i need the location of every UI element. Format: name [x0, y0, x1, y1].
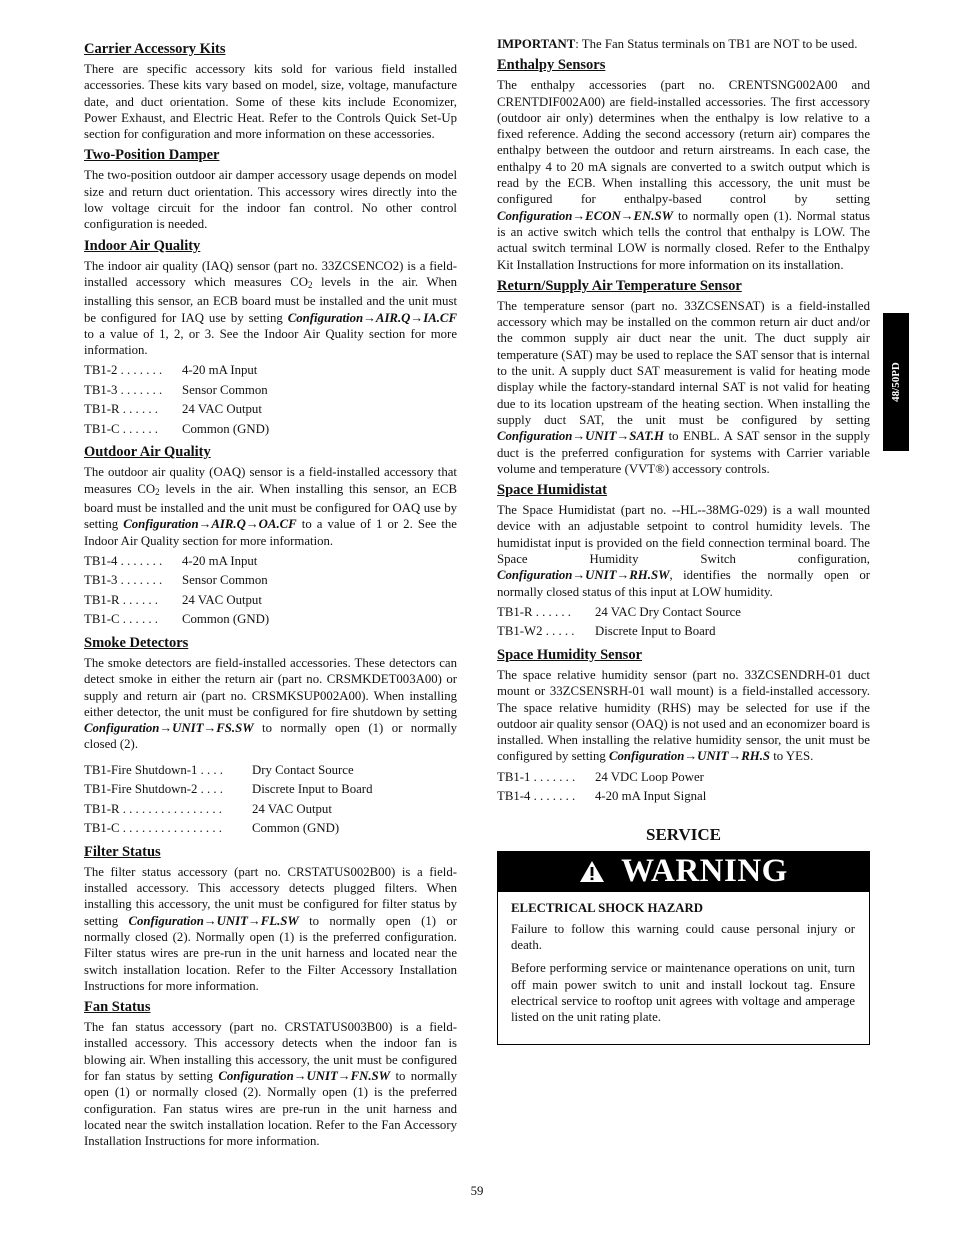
warning-paragraph-1: Failure to follow this warning could cause personal injury or death.	[511, 921, 855, 952]
terminal-row: TB1-W2 . . . . . Discrete Input to Board	[497, 624, 716, 639]
filter-config-path: Configuration→UNIT→FL.SW	[128, 913, 299, 928]
smoke-body: The smoke detectors are field-installed accessories. These detectors can detect smoke in either the return air (part no. CRSMKDET003A00) or supply and return air (part no. CRSMKSUP002A00). When installing either detector, the unit must be configured for fire shutdown by setting Configuration→UNIT→FS.SW to normally open (1) or normally closed (2).	[84, 655, 457, 752]
humidity-sensor-body: The space relative humidity sensor (part no. 33ZCSENDRH-01 duct mount or 33ZCSENSRH-01 wall mount) is a field-installed accessory. The space relative humidity (RHS) may be selected for use if the outdoor air quality sensor (OAQ) is not used and an economizer board is installed. When installing the relative humidity sensor, the unit must be configured by setting Configuration→UNIT→RH.S to YES.	[497, 667, 870, 764]
enthalpy-config-path: Configuration→ECON→EN.SW	[497, 208, 674, 223]
warning-box	[497, 851, 870, 1046]
service-heading: SERVICE	[646, 824, 721, 844]
side-tab	[883, 313, 909, 451]
sat-body: The temperature sensor (part no. 33ZCSENSAT) is a field-installed accessory which may be installed on the common return air duct and/or the common supply air duct near the unit. The duct supply air temperature (SAT) may be used to replace the SAT sensor that is internal to the unit. A supply duct SAT measurement is valid for heating mode display while the factory-standard internal SAT is not valid for heating due to its location upstream of the heating section. When installing the supply duct SAT, the unit must be configured by setting Configuration→UNIT→SAT.H to ENBL. A SAT sensor in the supply duct is the preferred configuration for systems with Carrier variable volume and temperature (VVT®) accessory controls.	[497, 298, 870, 476]
terminal-row: TB1-C . . . . . . . . . . . . . . . . Common (GND)	[84, 821, 340, 836]
sat-heading: Return/Supply Air Temperature Sensor	[497, 277, 742, 294]
carrier-kits-heading: Carrier Accessory Kits	[84, 41, 226, 57]
humidistat-heading: Space Humidistat	[497, 482, 607, 499]
terminal-row: TB1-4 . . . . . . . 4-20 mA Input Signal	[497, 789, 707, 804]
smoke-config-path: Configuration→UNIT→FS.SW	[84, 721, 254, 736]
page-number: 59	[470, 1184, 484, 1198]
terminal-row: TB1-R . . . . . . 24 VAC Dry Contact Source	[497, 604, 741, 619]
enthalpy-body: The enthalpy accessories (part no. CRENTSNG002A00 and CRENTDIF002A00) are field-installed accessories. The first accessory (outdoor air only) determines when the enthalpy is low relative to a fixed reference. Adding the second accessory (return air) compares the enthalpy between the outdoor and return airstreams. In each case, the enthalpy 4 to 20 mA signals are converted to a switch output which is read by the ECB. When installing this accessory, the unit must be configured for enthalpy-based control by setting Configuration→ECON→EN.SW to normally open (1). Normal status is an active switch which tells the control that enthalpy is LOW. The actual switch terminal LOW is normally closed. Refer to the Enthalpy Kit Installation Instructions for more information on its installation.	[497, 78, 870, 272]
side-tab-label: 48/50PD	[890, 362, 902, 402]
fan-body: The fan status accessory (part no. CRSTATUS003B00) is a field-installed accessory. This accessory detects when the indoor fan is blowing air. When installing this accessory, the unit must be configured for fan status by setting Configuration→UNIT→FN.SW to normally open (1) or normally closed (2). Normally open (1) is the preferred configuration. Fan status wires are pre-run in the unit harness and located near the switch installation location. Refer to the Fan Accessory Installation Instructions for more information.	[84, 1020, 457, 1149]
terminal-row: TB1-R . . . . . . 24 VAC Output	[84, 592, 262, 607]
terminal-row: TB1-R . . . . . . . . . . . . . . . . 24 VAC Output	[84, 801, 332, 816]
warning-body	[498, 892, 869, 1045]
humidistat-config-path: Configuration→UNIT→RH.SW	[497, 568, 670, 583]
terminal-row: TB1-C . . . . . . Common (GND)	[84, 612, 270, 627]
hazard-heading: ELECTRICAL SHOCK HAZARD	[511, 900, 703, 915]
iaq-config-path: Configuration→AIR.Q→IA.CF	[287, 310, 457, 325]
oaq-heading: Outdoor Air Quality	[84, 444, 211, 461]
warning-paragraph-2: Before performing service or maintenance operations on unit, turn off main power switch to unit and install lockout tag. Ensure electrical service to rooftop unit agrees with voltage and amperage listed on the unit rating plate.	[511, 961, 855, 1025]
iaq-heading: Indoor Air Quality	[84, 237, 201, 254]
right-column	[497, 36, 870, 1045]
terminal-row: TB1-1 . . . . . . . 24 VDC Loop Power	[497, 769, 704, 784]
terminal-row: TB1-Fire Shutdown-2 . . . . Discrete Input to Board	[84, 782, 373, 797]
humidistat-body: The Space Humidistat (part no. --HL--38MG-029) is a wall mounted device with an adjustable setpoint to control humidity levels. The humidistat input is provided on the field connection terminal board. The Space Humidity Switch configuration, Configuration→UNIT→RH.SW, identifies the normally open or normally closed status of this input at LOW humidity.	[497, 503, 870, 599]
terminal-row: TB1-Fire Shutdown-1 . . . . Dry Contact Source	[84, 762, 354, 777]
two-position-body: The two-position outdoor air damper accessory usage depends on model size and return duct orientation. This accessory wires directly into the low voltage circuit for the indoor fan control. No other control configuration is needed.	[84, 168, 457, 232]
smoke-terminal-list	[84, 761, 457, 839]
humidistat-terminal-list	[497, 603, 870, 642]
two-position-heading: Two-Position Damper	[84, 147, 220, 164]
terminal-row: TB1-2 . . . . . . . 4-20 mA Input	[84, 363, 258, 378]
fan-config-path: Configuration→UNIT→FN.SW	[218, 1068, 391, 1083]
terminal-row: TB1-3 . . . . . . . Sensor Common	[84, 382, 268, 397]
oaq-terminal-list	[84, 552, 457, 630]
iaq-terminal-list	[84, 361, 457, 439]
fan-heading: Fan Status	[84, 999, 151, 1016]
terminal-row: TB1-C . . . . . . Common (GND)	[84, 421, 270, 436]
left-column	[84, 36, 457, 1151]
humidity-sensor-heading: Space Humidity Sensor	[497, 646, 643, 663]
filter-body: The filter status accessory (part no. CRSTATUS002B00) is a field-installed accessory. This accessory detects plugged filters. When installing this accessory, the unit must be configured for filter status by setting Configuration→UNIT→FL.SW to normally open (1) or normally closed (2). Normally open (1) is the preferred configuration. Filter status wires are pre-run in the unit harness and located near the switch installation location. Refer to the Filter Accessory Installation Instructions for more information.	[84, 864, 457, 993]
terminal-row: TB1-4 . . . . . . . 4-20 mA Input	[84, 553, 258, 568]
terminal-row: TB1-R . . . . . . 24 VAC Output	[84, 402, 262, 417]
oaq-config-path: Configuration→AIR.Q→OA.CF	[123, 517, 297, 532]
warning-title: WARNING	[621, 853, 788, 890]
enthalpy-heading: Enthalpy Sensors	[497, 57, 606, 74]
terminal-row: TB1-3 . . . . . . . Sensor Common	[84, 573, 268, 588]
warning-banner	[498, 852, 869, 892]
oaq-body: The outdoor air quality (OAQ) sensor is a field-installed accessory that measures $CO_2$ levels in the air. When installing this sensor, an ECB board must be installed and the unit must be configured for OAQ use by setting Configuration→AIR.Q→OA.CF to a value of 1 or 2. See the Indoor Air Quality section for more information.	[84, 465, 457, 548]
carrier-kits-body: There are specific accessory kits sold for various field installed accessories. These kits vary based on model, size, voltage, manufacture date, and duct orientation. Some of these kits include Economizer, Power Exhaust, and Electric Heat. Refer to the Controls Quick Set-Up section for configuration and more information on these accessories.	[84, 62, 457, 142]
filter-heading: Filter Status	[84, 843, 161, 860]
smoke-heading: Smoke Detectors	[84, 634, 189, 651]
humidity-sensor-terminal-list	[497, 768, 870, 807]
iaq-body: The indoor air quality (IAQ) sensor (part no. 33ZCSENCO2) is a field-installed accessory which measures $CO_2$ levels in the air. When installing this sensor, an ECB board must be installed and the unit must be configured for IAQ use by setting Configuration→AIR.Q→IA.CF to a value of 1, 2, or 3. See the Indoor Air Quality section for more information.	[84, 258, 458, 358]
sat-config-path: Configuration→UNIT→SAT.H	[497, 429, 665, 444]
important-note: IMPORTANT: The Fan Status terminals on TB1 are NOT to be used.	[497, 37, 858, 51]
warning-triangle-icon	[579, 860, 605, 883]
humidity-sensor-config-path: Configuration→UNIT→RH.S	[608, 749, 771, 764]
